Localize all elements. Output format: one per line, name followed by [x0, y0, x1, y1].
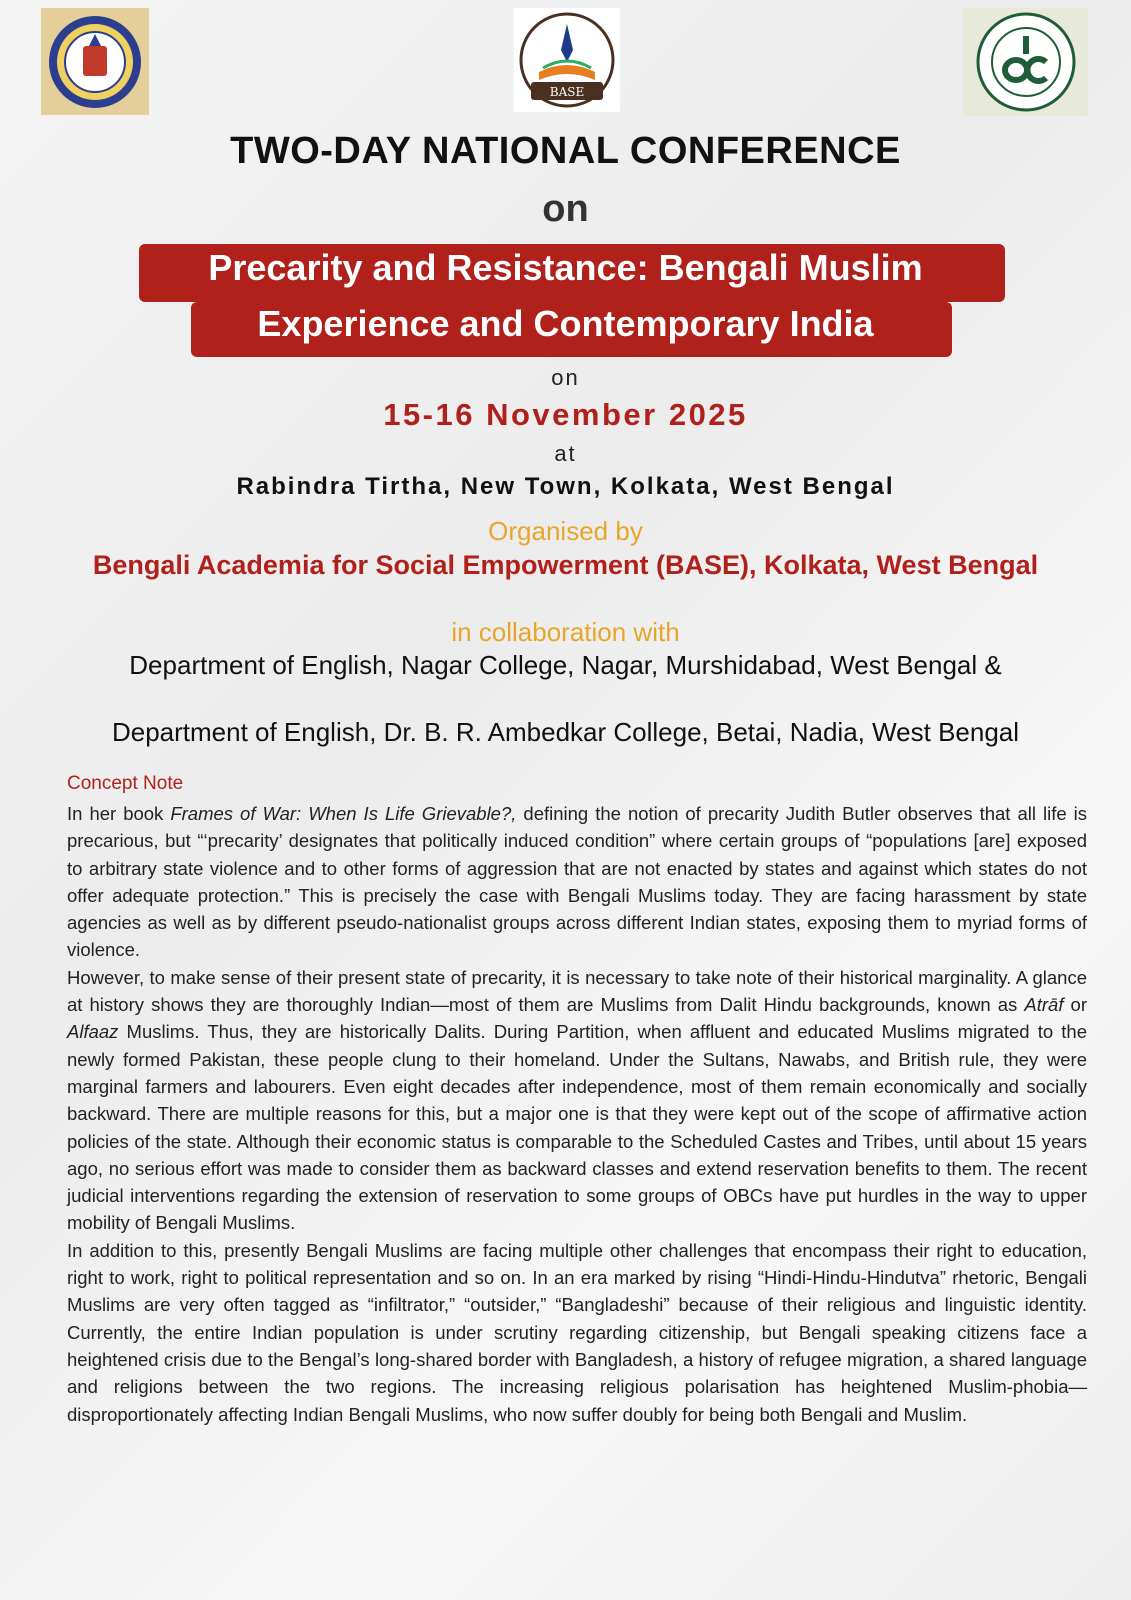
- organised-by-label: Organised by: [488, 516, 643, 546]
- ambedkar-college-logo: [963, 8, 1088, 116]
- term-alfaaz: Alfaaz: [67, 1021, 119, 1043]
- college-seal-icon: [45, 12, 145, 112]
- concept-paragraph-3: In addition to this, presently Bengali Muslims are facing multiple other challenges that encompass their right to education, right to work, right to political representation and so on. In an era marked by rising “Hindi-Hindu-Hindutva” rhetoric, Bengali Muslims are very often tagged as “infiltrator,” “outsider,” “Bangladeshi” because of their religious and linguistic identity. Currently, the entire Indian population is under scrutiny regarding citizenship, but Bengali speaking citizens face a heightened crisis due to the Bengal’s long-shared border with Bangladesh, a history of refugee migration, a shared language and religions between the two regions. The increasing religious polarisation has heightened Muslim-phobia—disproportionately affecting Indian Bengali Muslims, who now suffer doubly for being both Bengali and Muslim.: [67, 1239, 1087, 1425]
- p2-text-a: However, to make sense of their present state of precarity, it is necessary to take note of their historical marginality. A glance at history shows they are thoroughly Indian—most of them are Muslims from Dalit Hindu backgrounds, known as: [67, 966, 1087, 1016]
- base-emblem-icon: [517, 10, 617, 110]
- at-label: at: [554, 441, 577, 466]
- p1-text-b: defining the notion of precarity Judith Butler observes that all life is precarious, but “‘precarity’ designates that politically induced condition” where certain groups of “populations [are] exposed to arbitrary state violence and to other forms of aggression that are not enacted by states and against which states do not offer adequate protection.” This is precisely the case with Bengali Muslims today. They are facing harassment by state agencies as well as by different pseudo-nationalist groups across different Indian states, exposing them to myriad forms of violence.: [67, 803, 1087, 961]
- theme-line-1: Precarity and Resistance: Bengali Muslim: [208, 247, 923, 288]
- collaborator-dept-1: Department of English, Nagar College, Nagar, Murshidabad, West Bengal &: [129, 650, 1002, 680]
- book-title: Frames of War: When Is Life Grievable?,: [170, 803, 517, 824]
- ambedkar-seal-icon: [974, 10, 1078, 114]
- on-label: on: [542, 188, 589, 230]
- conference-title: TWO-DAY NATIONAL CONFERENCE: [230, 130, 901, 172]
- term-atraf: Atrāf: [1024, 994, 1064, 1016]
- collaborator-dept-2: Department of English, Dr. B. R. Ambedkar College, Betai, Nadia, West Bengal: [111, 717, 1020, 747]
- base-logo-text: BASE: [549, 85, 585, 99]
- on-date-label: on: [551, 365, 580, 390]
- base-logo: [514, 8, 620, 112]
- concept-paragraph-1: [67, 800, 1087, 964]
- p2-text-b: Muslims. Thus, they are historically Dalits. During Partition, when affluent and educated Muslims migrated to the newly formed Pakistan, these people clung to their homeland. Under the Sultans, Nawabs, and British rule, they were marginal farmers and labourers. Even eight decades after independence, most of them remain economically and socially backward. There are multiple reasons for this, but a major one is that they were kept out of the scope of affirmative action policies of the state. Although their economic status is comparable to the Scheduled Castes and Tribes, until about 15 years ago, no serious effort was made to consider them as backward classes and extend reservation benefits to them. The recent judicial interventions regarding the extension of reservation to some groups of OBCs have put hurdles in the way to upper mobility of Bengali Muslims.: [67, 1021, 1087, 1234]
- p1-text-a: In her book: [67, 803, 171, 824]
- p2-or: or: [1063, 994, 1087, 1016]
- theme-line-2: Experience and Contemporary India: [257, 303, 874, 344]
- concept-note-title: Concept Note: [67, 773, 184, 794]
- concept-note-body: [67, 800, 1087, 1428]
- concept-paragraph-2: [67, 964, 1087, 1237]
- collaboration-label: in collaboration with: [451, 617, 680, 647]
- organiser: Bengali Academia for Social Empowerment (BASE), Kolkata, West Bengal: [92, 550, 1039, 580]
- conference-date: 15-16 November 2025: [383, 397, 748, 432]
- conference-venue: Rabindra Tirtha, New Town, Kolkata, West Bengal: [236, 473, 895, 500]
- nagar-college-logo: [41, 8, 149, 115]
